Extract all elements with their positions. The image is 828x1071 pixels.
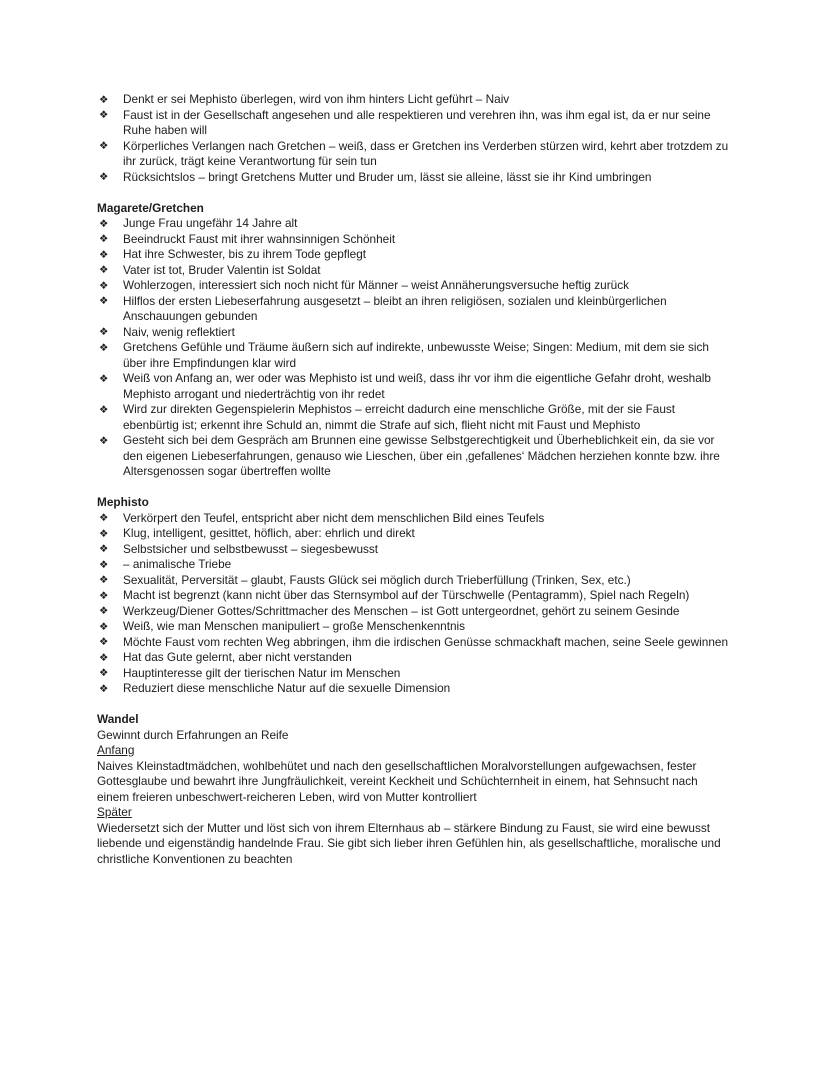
bullet-text: Wird zur direkten Gegenspielerin Mephistos – erreicht dadurch eine menschliche Größe, mit der sie Faust ebenbürtig ist; erkennt ihre Schuld an, nimmt die Strafe auf sich, flieht nicht mit Faust und Mephisto	[123, 402, 676, 432]
diamond-bullet-icon: ❖	[99, 574, 109, 586]
diamond-bullet-icon: ❖	[99, 171, 109, 183]
bullet-text: Körperliches Verlangen nach Gretchen – weiß, dass er Gretchen ins Verderben stürzen wird, kehrt aber trotzdem zu ihr zurück, trägt keine Verantwortung für sein tun	[123, 138, 729, 168]
bullet-text: Werkzeug/Diener Gottes/Schrittmacher des Menschen – ist Gott untergeordnet, gehört zu seinem Gesinde	[123, 603, 680, 618]
section-heading: Magarete/Gretchen	[97, 200, 204, 215]
bullet-text: Weiß von Anfang an, wer oder was Mephisto ist und weiß, dass ihr vor ihm die eigentliche Gefahr droht, weshalb Mephisto arrogant und niederträchtig von ihr redet	[123, 371, 711, 401]
diamond-bullet-icon: ❖	[99, 589, 109, 602]
bullet-item	[97, 139, 733, 170]
paragraph-line: Gewinnt durch Erfahrungen an Reife	[97, 727, 289, 742]
bullet-item	[97, 294, 733, 325]
diamond-bullet-icon: ❖	[99, 248, 109, 261]
diamond-bullet-icon: ❖	[99, 434, 109, 447]
bullet-item	[97, 557, 733, 573]
section-heading: Wandel	[97, 712, 139, 726]
bullet-item	[97, 681, 733, 697]
diamond-bullet-icon: ❖	[99, 279, 109, 292]
diamond-bullet-icon: ❖	[99, 512, 109, 524]
underlined-subheading: Anfang	[97, 743, 135, 757]
diamond-bullet-icon: ❖	[99, 651, 109, 664]
bullet-text: Reduziert diese menschliche Natur auf die sexuelle Dimension	[123, 681, 451, 695]
bullet-item	[97, 433, 733, 480]
diamond-bullet-icon: ❖	[99, 109, 109, 121]
section-heading: Mephisto	[97, 495, 149, 509]
bullet-item	[97, 92, 733, 108]
bullet-item	[97, 588, 733, 604]
bullet-item	[97, 619, 733, 635]
diamond-bullet-icon: ❖	[99, 264, 109, 276]
bullet-item	[97, 573, 733, 589]
bullet-item	[97, 666, 733, 682]
bullet-item	[97, 278, 733, 294]
bullet-text: Faust ist in der Gesellschaft angesehen und alle respektieren und verehren ihn, was ihm egal ist, da er nur seine Ruhe haben will	[123, 107, 711, 137]
bullet-text: Rücksichtslos – bringt Gretchens Mutter und Bruder um, lässt sie alleine, lässt sie ihr Kind umbringen	[123, 169, 652, 184]
bullet-item	[97, 526, 733, 542]
diamond-bullet-icon: ❖	[99, 636, 109, 648]
paragraph-line: Wiedersetzt sich der Mutter und löst sich von ihrem Elternhaus ab – stärkere Bindung zu Faust, sie wird eine bewusst liebende und eigenständig handelnde Frau. Sie gibt sich lieber ihren Gefühlen hin, als gesellschaftliche, moralische und christliche Konventionen zu beachten	[97, 820, 721, 866]
bullet-text: Vater ist tot, Bruder Valentin ist Soldat	[123, 262, 321, 277]
diamond-bullet-icon: ❖	[99, 295, 109, 307]
underlined-subheading: Später	[97, 805, 132, 819]
bullet-text: Möchte Faust vom rechten Weg abbringen, ihm die irdischen Genüsse schmackhaft machen, seine Seele gewinnen	[123, 634, 729, 649]
paragraph-line: Naives Kleinstadtmädchen, wohlbehütet und nach den gesellschaftlichen Moralvorstellungen aufgewachsen, fester Gottesglaube und bewahrt ihre Jungfräulichkeit, vereint Keckheit und Schüchternheit in einem, hat Sehnsucht nach einem freieren unbeschwert-reicheren Leben, wird von Mutter kontrolliert	[97, 758, 698, 804]
bullet-text: Verkörpert den Teufel, entspricht aber nicht dem menschlichen Bild eines Teufels	[123, 510, 545, 525]
bullet-text: Weiß, wie man Menschen manipuliert – große Menschenkenntnis	[123, 619, 466, 633]
diamond-bullet-icon: ❖	[99, 140, 109, 152]
diamond-bullet-icon: ❖	[99, 372, 109, 385]
bullet-item	[97, 247, 733, 263]
bullet-item	[97, 340, 733, 371]
bullet-item	[97, 511, 733, 527]
diamond-bullet-icon: ❖	[99, 233, 109, 245]
bullet-item	[97, 371, 733, 402]
bullet-item	[97, 542, 733, 558]
bullet-text: Sexualität, Perversität – glaubt, Fausts Glück sei möglich durch Trieberfüllung (Trinken, Sex, etc.)	[123, 572, 631, 587]
bullet-item	[97, 604, 733, 620]
bullet-text: Denkt er sei Mephisto überlegen, wird von ihm hinters Licht geführt – Naiv	[123, 92, 510, 106]
bullet-text: Gretchens Gefühle und Träume äußern sich auf indirekte, unbewusste Weise; Singen: Medium, mit dem sie sich über ihre Empfindungen klar wird	[123, 340, 709, 370]
diamond-bullet-icon: ❖	[99, 341, 109, 354]
bullet-text: Hauptinteresse gilt der tierischen Natur im Menschen	[123, 665, 401, 680]
bullet-text: Wohlerzogen, interessiert sich noch nicht für Männer – weist Annäherungsversuche heftig zurück	[123, 278, 630, 292]
bullet-item	[97, 402, 733, 433]
bullet-item	[97, 635, 733, 651]
document-section	[97, 495, 733, 697]
bullet-text: Hilflos der ersten Liebeserfahrung ausgesetzt – bleibt an ihren religiösen, sozialen und kleinbürgerlichen Anschauungen gebunden	[123, 293, 667, 323]
bullet-item	[97, 108, 733, 139]
diamond-bullet-icon: ❖	[99, 667, 109, 679]
bullet-item	[97, 216, 733, 232]
bullet-text: Hat das Gute gelernt, aber nicht verstanden	[123, 650, 352, 664]
diamond-bullet-icon: ❖	[99, 527, 109, 540]
bullet-text: Klug, intelligent, gesittet, höflich, aber: ehrlich und direkt	[123, 526, 415, 540]
bullet-item	[97, 232, 733, 248]
document-content	[97, 92, 733, 867]
diamond-bullet-icon: ❖	[99, 543, 109, 555]
diamond-bullet-icon: ❖	[99, 217, 109, 230]
diamond-bullet-icon: ❖	[99, 620, 109, 633]
bullet-text: – animalische Triebe	[123, 557, 232, 571]
bullet-text: Junge Frau ungefähr 14 Jahre alt	[123, 216, 298, 230]
bullet-text: Hat ihre Schwester, bis zu ihrem Tode gepflegt	[123, 247, 367, 261]
diamond-bullet-icon: ❖	[99, 558, 109, 571]
bullet-item	[97, 263, 733, 279]
bullet-text: Macht ist begrenzt (kann nicht über das Sternsymbol auf der Türschwelle (Pentagramm), Spiel nach Regeln)	[123, 588, 690, 602]
bullet-item	[97, 170, 733, 186]
diamond-bullet-icon: ❖	[99, 605, 109, 617]
diamond-bullet-icon: ❖	[99, 93, 109, 106]
bullet-text: Naiv, wenig reflektiert	[123, 324, 235, 339]
bullet-text: Beeindruckt Faust mit ihrer wahnsinnigen Schönheit	[123, 231, 396, 246]
diamond-bullet-icon: ❖	[99, 326, 109, 338]
document-section	[97, 712, 733, 867]
diamond-bullet-icon: ❖	[99, 682, 109, 695]
bullet-text: Gesteht sich bei dem Gespräch am Brunnen eine gewisse Selbstgerechtigkeit und Überheblichkeit ein, da sie vor den eigenen Liebeserfahrungen, genauso wie Lieschen, über ein ‚gefallenes‘ Mädchen herziehen konnte bzw. ihre Altersgenossen sogar übertreffen wollte	[123, 433, 720, 478]
bullet-item	[97, 325, 733, 341]
diamond-bullet-icon: ❖	[99, 403, 109, 416]
document-section	[97, 201, 733, 480]
bullet-item	[97, 650, 733, 666]
bullet-text: Selbstsicher und selbstbewusst – siegesbewusst	[123, 541, 379, 556]
document-section	[97, 92, 733, 185]
